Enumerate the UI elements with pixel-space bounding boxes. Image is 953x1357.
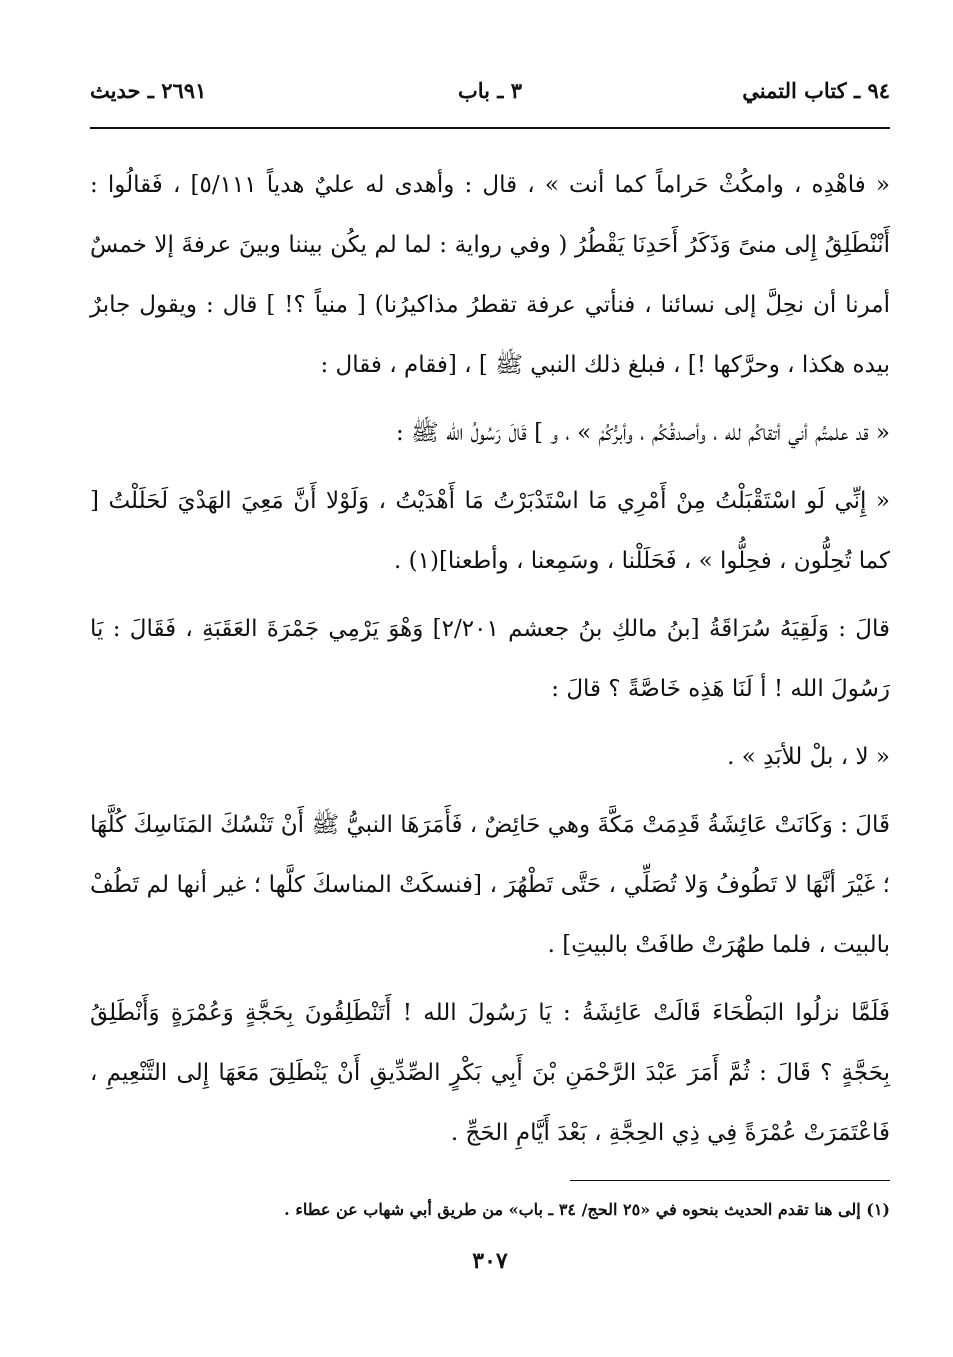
header-divider	[90, 127, 890, 129]
paragraph-5: « لا ، بلْ للأبَدِ » .	[727, 744, 890, 770]
paragraph-3: « إِنِّي لَو اسْتَقْبَلْتُ مِنْ أَمْرِي مَا اسْتَدْبَرْتُ مَا أَهْدَيْتُ ، وَلَوْلا أَنَّ مَعِيَ الهَدْيَ لَحَلَلْتُ [ كما تُحِلُّون ، فحِلُّوا » ، فَحَلَلْنا ، وسَمِعنا ، وأطعنا](١) .	[90, 488, 890, 574]
footnote: (١) إلى هنا تقدم الحديث بنحوه في «٢٥ الحج/ ٣٤ ـ باب» من طريق أبي شهاب عن عطاء .	[284, 1200, 890, 1219]
paragraph-6: قَالَ : وَكَانَتْ عَائِشَةُ قَدِمَتْ مَكَّةَ وهي حَائِضٌ ، فَأَمَرَهَا النبيُّ ﷺ أَنْ تَنْسُكَ المَنَاسِكَ كُلَّهَا ؛ غَيْرَ أنَّهَا لا تَطُوفُ وَلا تُصَلِّي ، حَتَّى تَطْهُرَ ، [فنسكَتْ المناسكَ كلَّها ؛ غير أنها لم تَطُفْ بالبيت ، فلما طهُرَتْ طافَتْ بالبيتِ] .	[90, 812, 890, 958]
running-header	[90, 78, 890, 114]
paragraph-2: « قد علمتُم أني أتقاكُم لله ، وأصدقُكُم ، وأبرُّكُمْ » ، و ] قَالَ رَسُولُ الله ﷺ :	[395, 420, 890, 446]
book-page	[90, 0, 890, 1357]
footnote-divider	[570, 1180, 890, 1181]
header-chapter-title: ٩٤ ـ كتاب التمني	[742, 78, 890, 103]
header-hadith-number: ٢٦٩١ ـ حديث	[90, 78, 207, 103]
main-text	[90, 155, 890, 1171]
header-section-title: ٣ ـ باب	[457, 78, 523, 103]
paragraph-4: قالَ : وَلَقِيَهُ سُرَاقَةُ [بنُ مالكِ بنُ جعشم ٢/٢٠١] وَهْوَ يَرْمِي جَمْرَةَ العَقَبَةِ ، فَقَالَ : يَا رَسُولَ الله ! أ لَنَا هَذِه خَاصَّةً ؟ قالَ :	[90, 616, 890, 702]
paragraph-7: فَلَمَّا نزلُوا البَطْحَاءَ قَالَتْ عَائِشَةُ : يَا رَسُولَ الله ! أَتَنْطَلِقُونَ بِحَجَّةٍ وَعُمْرَةٍ وَأَنْطَلِقُ بِحَجَّةٍ ؟ قَالَ : ثُمَّ أَمَرَ عَبْدَ الرَّحْمَنِ بْنَ أَبِي بَكْرٍ الصِّدِّيقِ أَنْ يَنْطَلِقَ مَعَهَا إِلى التَّنْعِيمِ ، فَاعْتَمَرَتْ عُمْرَةً فِي ذِي الحِجَّةِ ، بَعْدَ أَيَّامِ الحَجِّ .	[90, 1000, 890, 1146]
page-number: ٣٠٧	[472, 1248, 508, 1274]
paragraph-1: « فاهْدِه ، وامكُثْ حَراماً كما أنت » ، قال : وأهدى له عليٌ هدياً ٥/١١١] ، فَقالُوا : أَنْنْطَلِقُ إِلى منىً وَذَكَرُ أَحَدِنَا يَقْطُرُ ( وفي رواية : لما لم يكُن بيننا وبينَ عرفةَ إلا خمسٌ أمرنا أن نحِلَّ إلى نسائنا ، فنأتي عرفة تقطرُ مذاكيرُنا) [ منياً ؟! ] قال : ويقول جابرٌ بيده هكذا ، وحرَّكها !] ، فبلغ ذلك النبي ﷺ ] ، [فقام ، فقال :	[90, 172, 890, 378]
